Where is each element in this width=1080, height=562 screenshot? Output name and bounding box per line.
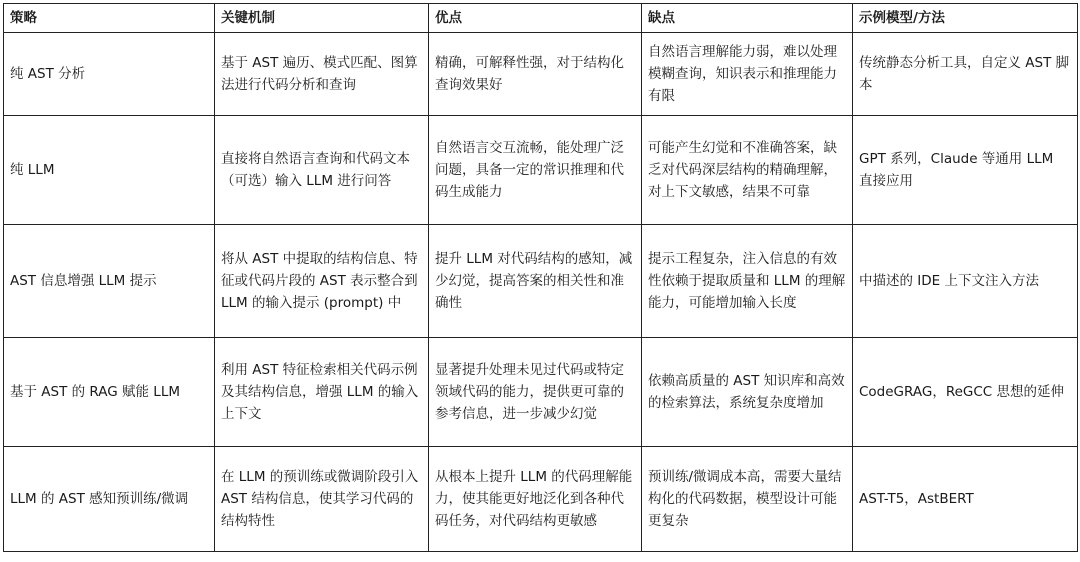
cell-example-models: 中描述的 IDE 上下文注入方法 xyxy=(853,225,1078,338)
table-row xyxy=(4,447,1078,552)
cell-disadvantages: 自然语言理解能力弱，难以处理模糊查询，知识表示和推理能力有限 xyxy=(642,33,853,116)
header-advantages: 优点 xyxy=(429,4,642,33)
cell-strategy: AST 信息增强 LLM 提示 xyxy=(4,225,215,338)
cell-key-mechanism: 直接将自然语言查询和代码文本（可选）输入 LLM 进行问答 xyxy=(215,116,429,225)
cell-strategy: LLM 的 AST 感知预训练/微调 xyxy=(4,447,215,552)
cell-disadvantages: 预训练/微调成本高，需要大量结构化的代码数据，模型设计可能更复杂 xyxy=(642,447,853,552)
table-row xyxy=(4,33,1078,116)
cell-advantages: 自然语言交互流畅，能处理广泛问题，具备一定的常识推理和代码生成能力 xyxy=(429,116,642,225)
cell-advantages: 精确，可解释性强，对于结构化查询效果好 xyxy=(429,33,642,116)
table-row xyxy=(4,116,1078,225)
header-example-models: 示例模型/方法 xyxy=(853,4,1078,33)
strategy-comparison-table xyxy=(3,3,1078,552)
cell-key-mechanism: 将从 AST 中提取的结构信息、特征或代码片段的 AST 表示整合到 LLM 的输入提示 (prompt) 中 xyxy=(215,225,429,338)
cell-strategy: 纯 AST 分析 xyxy=(4,33,215,116)
cell-disadvantages: 可能产生幻觉和不准确答案，缺乏对代码深层结构的精确理解，对上下文敏感，结果不可靠 xyxy=(642,116,853,225)
table-row xyxy=(4,225,1078,338)
cell-example-models: 传统静态分析工具，自定义 AST 脚本 xyxy=(853,33,1078,116)
table-header-row xyxy=(4,4,1078,33)
cell-advantages: 从根本上提升 LLM 的代码理解能力，使其能更好地泛化到各种代码任务，对代码结构更敏感 xyxy=(429,447,642,552)
cell-key-mechanism: 在 LLM 的预训练或微调阶段引入 AST 结构信息，使其学习代码的结构特性 xyxy=(215,447,429,552)
cell-disadvantages: 提示工程复杂，注入信息的有效性依赖于提取质量和 LLM 的理解能力，可能增加输入长度 xyxy=(642,225,853,338)
cell-example-models: CodeGRAG，ReGCC 思想的延伸 xyxy=(853,338,1078,447)
cell-example-models: GPT 系列，Claude 等通用 LLM 直接应用 xyxy=(853,116,1078,225)
header-disadvantages: 缺点 xyxy=(642,4,853,33)
cell-key-mechanism: 基于 AST 遍历、模式匹配、图算法进行代码分析和查询 xyxy=(215,33,429,116)
header-key-mechanism: 关键机制 xyxy=(215,4,429,33)
header-strategy: 策略 xyxy=(4,4,215,33)
cell-example-models: AST-T5，AstBERT xyxy=(853,447,1078,552)
cell-advantages: 显著提升处理未见过代码或特定领域代码的能力，提供更可靠的参考信息，进一步减少幻觉 xyxy=(429,338,642,447)
cell-advantages: 提升 LLM 对代码结构的感知，减少幻觉，提高答案的相关性和准确性 xyxy=(429,225,642,338)
cell-disadvantages: 依赖高质量的 AST 知识库和高效的检索算法，系统复杂度增加 xyxy=(642,338,853,447)
cell-key-mechanism: 利用 AST 特征检索相关代码示例及其结构信息，增强 LLM 的输入上下文 xyxy=(215,338,429,447)
table-row xyxy=(4,338,1078,447)
cell-strategy: 纯 LLM xyxy=(4,116,215,225)
cell-strategy: 基于 AST 的 RAG 赋能 LLM xyxy=(4,338,215,447)
